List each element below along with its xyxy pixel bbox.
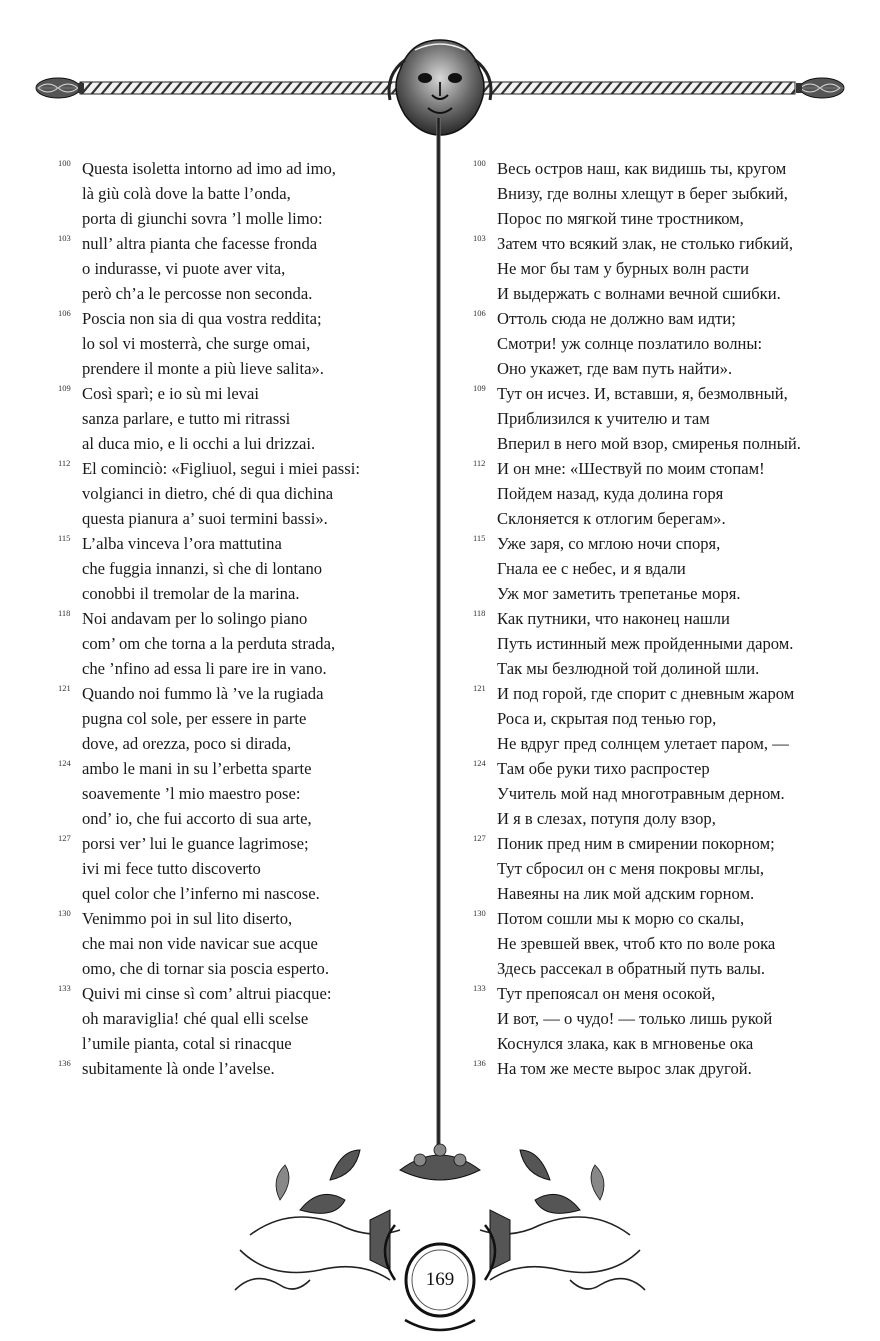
tercet: [473, 231, 853, 306]
verse-line: al duca mio, e li occhi a lui drizzai.: [82, 434, 316, 453]
verse-line: Навеяны на лик мой адским горном.: [497, 884, 755, 903]
line-number: 121: [58, 683, 71, 693]
verse-line: prendere il monte a più lieve salita».: [82, 359, 324, 378]
verse-line: И под горой, где спорит с дневным жаром: [497, 684, 795, 703]
verse-line: Poscia non sia di qua vostra reddita;: [82, 309, 322, 328]
line-number: 100: [58, 158, 71, 168]
line-number: 133: [473, 983, 486, 993]
verse-line: Quivi mi cinse sì com’ altrui piacque:: [82, 984, 332, 1003]
pinecone-finial-right: [796, 78, 844, 98]
verse-line: subitamente là onde l’avelse.: [82, 1059, 275, 1078]
line-number: 127: [58, 833, 71, 843]
verse-line: И он мне: «Шествуй по моим стопам!: [497, 459, 765, 478]
tercet: [58, 756, 428, 831]
center-divider: [437, 118, 440, 1178]
verse-line: che fuggia innanzi, sì che di lontano: [82, 559, 323, 578]
line-number: 124: [473, 758, 486, 768]
line-number: 112: [58, 458, 71, 468]
tercet: [58, 981, 428, 1056]
line-number: 121: [473, 683, 486, 693]
verse-line: Оно укажет, где вам путь найти».: [497, 359, 733, 378]
verse-line: Questa isoletta intorno ad imo ad imo,: [82, 159, 336, 178]
verse-line: Оттоль сюда не должно вам идти;: [497, 309, 736, 328]
line-number: 136: [473, 1058, 486, 1068]
verse-line: volgianci in dietro, ché di qua dichina: [82, 484, 334, 503]
tercet: [58, 606, 428, 681]
verse-line: И я в слезах, потупя долу взор,: [497, 809, 716, 828]
verse-line: Так мы безлюдной той долиной шли.: [497, 659, 760, 678]
verse-line: o indurasse, vi puote aver vita,: [82, 259, 286, 278]
verse-line: Гнала ее с небес, и я вдали: [497, 559, 686, 578]
verse-line: Путь истинный меж пройденными даром.: [497, 634, 794, 653]
line-number: 130: [58, 908, 71, 918]
tercet: [473, 156, 853, 231]
verse-line: porta di giunchi sovra ’l molle limo:: [82, 209, 323, 228]
verse-line: dove, ad orezza, poco si dirada,: [82, 734, 292, 753]
verse-line: Così sparì; e io sù mi levai: [82, 384, 259, 403]
tercet: [473, 606, 853, 681]
verse-line: Роса и, скрытая под тенью гор,: [497, 709, 717, 728]
line-number: 109: [58, 383, 71, 393]
verse-line: conobbi il tremolar de la marina.: [82, 584, 300, 603]
verse-line: Порос по мягкой тине тростником,: [497, 209, 744, 228]
tercet: [58, 831, 428, 906]
bottom-ornament: [0, 1140, 880, 1341]
verse-line: Весь остров наш, как видишь ты, кругом: [497, 159, 787, 178]
line-number: 124: [58, 758, 71, 768]
verse-line: Не мог бы там у бурных волн расти: [497, 259, 750, 278]
tercet: [58, 381, 428, 456]
verse-line: El cominciò: «Figliuol, segui i miei passi:: [82, 459, 360, 478]
verse-line: che mai non vide navicar sue acque: [82, 934, 318, 953]
tercet: [58, 1056, 428, 1081]
line-number: 109: [473, 383, 486, 393]
verse-line: Потом сошли мы к морю со скалы,: [497, 909, 745, 928]
line-number: 133: [58, 983, 71, 993]
verse-line: Внизу, где волны хлещут в берег зыбкий,: [497, 184, 788, 203]
tercet: [473, 756, 853, 831]
page-number: 169: [425, 1269, 455, 1290]
verse-line: Тут препоясал он меня осокой,: [497, 984, 716, 1003]
line-number: 118: [58, 608, 71, 618]
tercet: [473, 456, 853, 531]
verse-line: lo sol vi mosterrà, che surge omai,: [82, 334, 311, 353]
verse-line: oh maraviglia! ché qual elli scelse: [82, 1009, 309, 1028]
verse-line: Здесь рассекал в обратный путь валы.: [497, 959, 766, 978]
line-number: 103: [58, 233, 71, 243]
verse-line: Там обе руки тихо распростер: [497, 759, 710, 778]
russian-column: [473, 156, 853, 1081]
verse-line: Приблизился к учителю и там: [497, 409, 710, 428]
verse-line: Venimmo poi in sul lito diserto,: [82, 909, 293, 928]
verse-line: omo, che di tornar sia poscia esperto.: [82, 959, 329, 978]
tercet: [473, 381, 853, 456]
line-number: 106: [473, 308, 486, 318]
line-number: 115: [58, 533, 71, 543]
line-number: 100: [473, 158, 486, 168]
tercet: [473, 831, 853, 906]
tercet: [473, 906, 853, 981]
verse-line: И вот, — о чудо! — только лишь рукой: [497, 1009, 773, 1028]
tercet: [473, 1056, 853, 1081]
verse-line: Вперил в него мой взор, смиренья полный.: [497, 434, 801, 453]
line-number: 118: [473, 608, 486, 618]
verse-line: null’ altra pianta che facesse fronda: [82, 234, 318, 253]
verse-line: На том же месте вырос злак другой.: [497, 1059, 752, 1078]
line-number: 127: [473, 833, 486, 843]
line-number: 136: [58, 1058, 71, 1068]
verse-line: Поник пред ним в смирении покорном;: [497, 834, 775, 853]
verse-line: Quando noi fummo là ’ve la rugiada: [82, 684, 324, 703]
tercet: [58, 306, 428, 381]
verse-line: soavemente ’l mio maestro pose:: [82, 784, 301, 803]
verse-line: Не вдруг пред солнцем улетает паром, —: [497, 734, 789, 753]
verse-line: Не зревшей ввек, чтоб кто по воле рока: [497, 934, 776, 953]
verse-line: Уже заря, со мглою ночи споря,: [497, 534, 721, 553]
verse-line: pugna col sole, per essere in parte: [82, 709, 307, 728]
verse-line: Смотри! уж солнце позлатило волны:: [497, 334, 763, 353]
verse-line: Коснулся злака, как в мгновенье ока: [497, 1034, 754, 1053]
verse-line: però ch’a le percosse non seconda.: [82, 284, 313, 303]
tercet: [58, 531, 428, 606]
verse-line: Как путники, что наконец нашли: [497, 609, 730, 628]
tercet: [473, 681, 853, 756]
verse-line: И выдержать с волнами вечной сшибки.: [497, 284, 781, 303]
verse-line: che ’nfino ad essa li pare ire in vano.: [82, 659, 327, 678]
verse-line: quel color che l’inferno mi nascose.: [82, 884, 320, 903]
verse-line: sanza parlare, e tutto mi ritrassi: [82, 409, 291, 428]
verse-line: ond’ io, che fui accorto di sua arte,: [82, 809, 312, 828]
verse-line: là giù colà dove la batte l’onda,: [82, 184, 291, 203]
tercet: [473, 306, 853, 381]
verse-line: Тут сбросил он с меня покровы мглы,: [497, 859, 765, 878]
tercet: [473, 981, 853, 1056]
italian-column: [58, 156, 428, 1081]
verse-line: L’alba vinceva l’ora mattutina: [82, 534, 282, 553]
line-number: 112: [473, 458, 486, 468]
verse-line: Пойдем назад, куда долина горя: [497, 484, 724, 503]
tercet: [58, 456, 428, 531]
verse-line: porsi ver’ lui le guance lagrimose;: [82, 834, 309, 853]
verse-line: ambo le mani in su l’erbetta sparte: [82, 759, 312, 778]
verse-line: Склоняется к отлогим берегам».: [497, 509, 726, 528]
verse-line: Затем что всякий злак, не столько гибкий,: [497, 234, 794, 253]
verse-line: Noi andavam per lo solingo piano: [82, 609, 308, 628]
tercet: [58, 906, 428, 981]
tercet: [473, 531, 853, 606]
tercet: [58, 156, 428, 231]
verse-line: com’ om che torna a la perduta strada,: [82, 634, 336, 653]
tercet: [58, 681, 428, 756]
verse-line: questa pianura a’ suoi termini bassi».: [82, 509, 328, 528]
verse-line: Тут он исчез. И, вставши, я, безмолвный,: [497, 384, 788, 403]
verse-line: Учитель мой над многотравным дерном.: [497, 784, 785, 803]
pinecone-finial-left: [36, 78, 84, 98]
line-number: 103: [473, 233, 486, 243]
verse-line: ivi mi fece tutto discoverto: [82, 859, 261, 878]
tercet: [58, 231, 428, 306]
line-number: 130: [473, 908, 486, 918]
verse-line: Уж мог заметить трепетанье моря.: [497, 584, 741, 603]
line-number: 115: [473, 533, 486, 543]
verse-line: l’umile pianta, cotal si rinacque: [82, 1034, 292, 1053]
line-number: 106: [58, 308, 71, 318]
